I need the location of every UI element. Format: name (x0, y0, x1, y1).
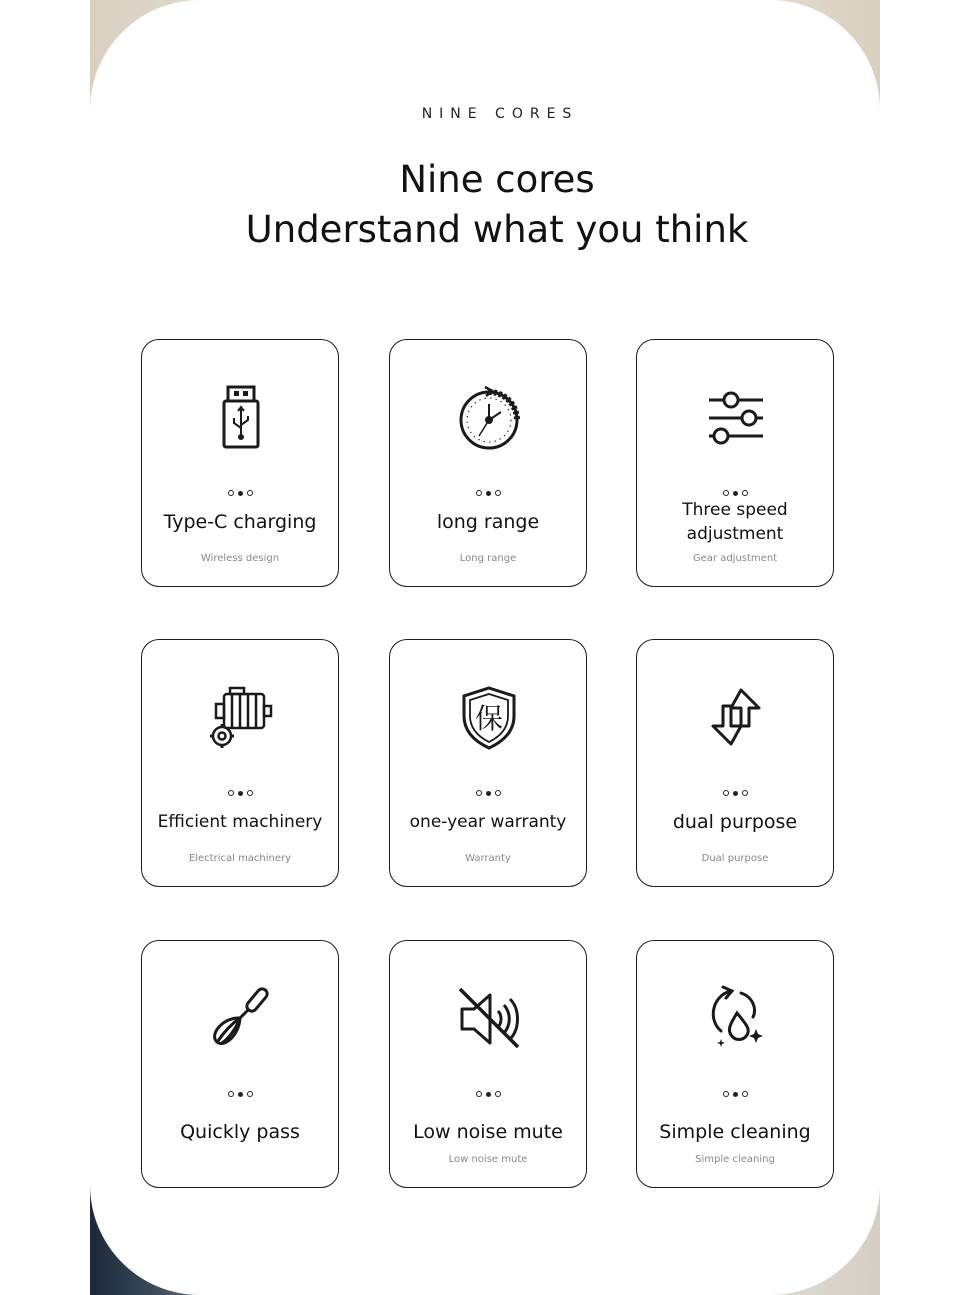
usb-icon (206, 382, 276, 452)
feature-card-quickly-pass (141, 940, 339, 1188)
dots-indicator (390, 790, 586, 796)
feature-subtitle: Simple cleaning (695, 1154, 775, 1165)
dots-indicator (142, 1091, 338, 1097)
dots-indicator (637, 1091, 833, 1097)
water-drop-icon (701, 983, 771, 1053)
eyebrow-label: NINE CORES (421, 106, 579, 122)
whisk-icon (206, 983, 276, 1053)
stopwatch-icon (454, 382, 524, 452)
feature-subtitle: Long range (459, 553, 517, 564)
feature-subtitle: Electrical machinery (188, 853, 292, 864)
dots-indicator (390, 490, 586, 496)
feature-card-dual-purpose (636, 639, 834, 887)
feature-subtitle: Warranty (465, 853, 511, 864)
feature-subtitle: Wireless design (200, 553, 280, 564)
feature-card-low-noise (389, 940, 587, 1188)
dots-indicator (390, 1091, 586, 1097)
feature-subtitle: Dual purpose (701, 853, 769, 864)
swap-arrows-icon (701, 682, 771, 752)
headline-line-2: Understand what you think (245, 208, 749, 251)
feature-card-machinery (141, 639, 339, 887)
feature-title: Three speed adjustment (682, 500, 788, 544)
feature-title: long range (436, 511, 540, 533)
feature-subtitle: Gear adjustment (692, 553, 778, 564)
dots-indicator (142, 790, 338, 796)
feature-card-warranty (389, 639, 587, 887)
feature-subtitle: Low noise mute (448, 1154, 528, 1165)
sliders-icon (701, 382, 771, 452)
feature-card-type-c (141, 339, 339, 587)
dots-indicator (637, 790, 833, 796)
mute-icon (454, 983, 524, 1053)
feature-title: Efficient machinery (157, 812, 323, 832)
feature-card-simple-cleaning (636, 940, 834, 1188)
feature-card-three-speed (636, 339, 834, 587)
feature-title: one-year warranty (409, 812, 567, 832)
feature-title: Low noise mute (413, 1121, 563, 1143)
dots-indicator (142, 490, 338, 496)
feature-title: Type-C charging (163, 511, 317, 533)
dots-indicator (637, 490, 833, 496)
shield-glyph: 保 (474, 702, 504, 735)
feature-title: dual purpose (672, 811, 798, 833)
feature-card-long-range (389, 339, 587, 587)
feature-title: Simple cleaning (659, 1121, 811, 1143)
feature-title: Quickly pass (180, 1121, 300, 1143)
motor-icon (206, 682, 276, 752)
shield-icon (454, 682, 524, 752)
headline-line-1: Nine cores (399, 158, 595, 201)
